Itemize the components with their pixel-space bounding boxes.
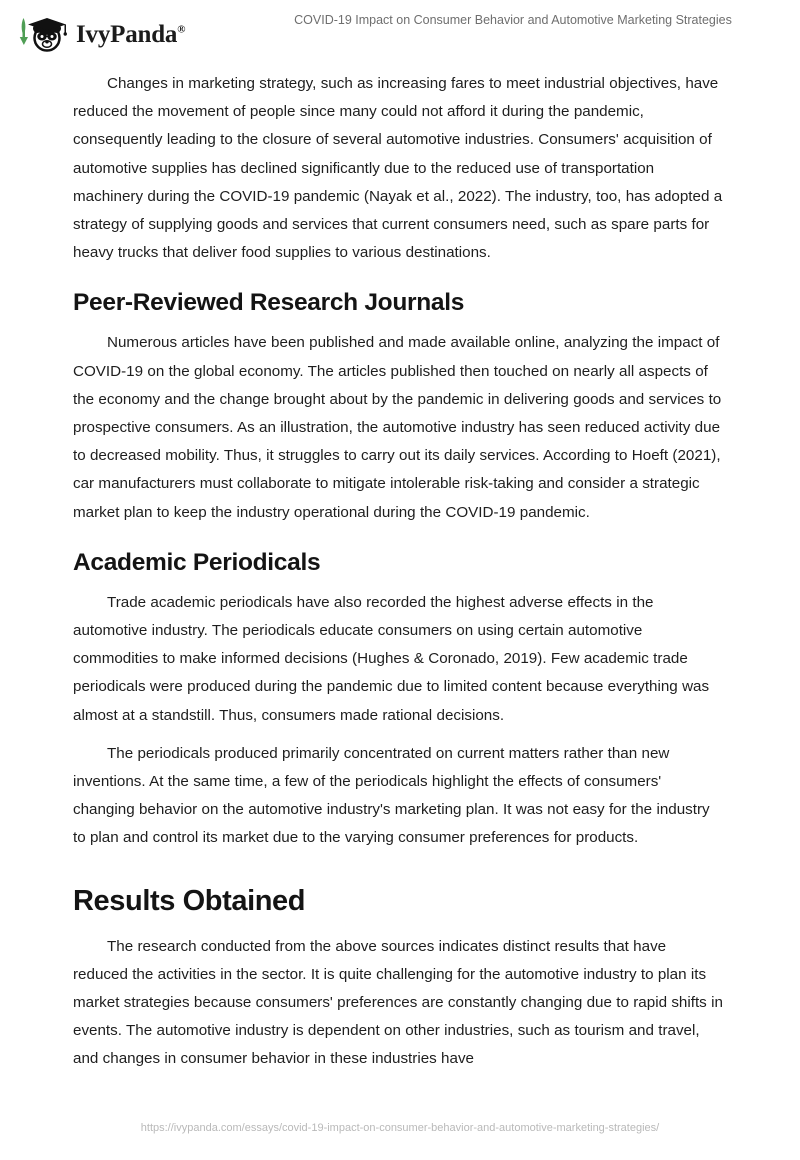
panda-graduation-cap-logo-icon <box>16 10 70 54</box>
page-footer <box>0 1118 800 1136</box>
registered-trademark-mark: ® <box>177 23 186 36</box>
paragraph-results-obtained: The research conducted from the above sources indicates distinct results that have reduced the activities in the sector. It is quite challenging for the automotive industry to plan its market strategies because consumers' preferences are constantly changing due to rapid shifts in events. The automotive industry is dependent on other industries, such as tourism and travel, and changes in consumer behavior in these industries have <box>73 937 723 1068</box>
heading-academic-periodicals: Academic Periodicals <box>73 548 321 576</box>
document-running-title: COVID-19 Impact on Consumer Behavior and Automotive Marketing Strategies <box>294 13 732 27</box>
paragraph-peer-reviewed: Numerous articles have been published and made available online, analyzing the impact of COVID-19 on the global economy. The articles published then touched on nearly all aspects of the economy and the change brought about by the pandemic in delivering goods and services to prospective consumers. As an illustration, the automotive industry has seen reduced activity due to decreased mobility. Thus, it struggles to carry out its daily services. According to Hoeft (2021), car manufacturers must collaborate to mitigate intolerable risk-taking and consider a strategic market plan to keep the industry operational during the COVID-19 pandemic. <box>73 334 722 521</box>
page-header <box>0 0 800 62</box>
paragraph-academic-periodicals-1: Trade academic periodicals have also recorded the highest adverse effects in the automotive industry. The periodicals educate consumers on using certain automotive commodities to make informed decisions (Hughes & Coronado, 2019). Few academic trade periodicals were produced during the pandemic due to limited content because everything was almost at a standstill. Thus, consumers made rational decisions. <box>73 593 710 724</box>
paragraph-marketing-strategy: Changes in marketing strategy, such as increasing fares to meet industrial objectives, have reduced the movement of people since many could not afford it during the pandemic, consequently leading to the closure of several automotive industries. Consumers' acquisition of automotive supplies has declined significantly due to the reduced use of transportation machinery during the COVID-19 pandemic (Nayak et al., 2022). The industry, too, has adopted a strategy of supplying goods and services that current consumers need, such as spare parts for heavy trucks that deliver food supplies to various destinations. <box>73 75 723 262</box>
source-url-link[interactable]: https://ivypanda.com/essays/covid-19-impact-on-consumer-behavior-and-automotive-marketing-strategies/ <box>140 1122 660 1134</box>
brand-name-text: IvyPanda <box>76 20 178 48</box>
paragraph-academic-periodicals-2: The periodicals produced primarily concentrated on current matters rather than new inventions. At the same time, a few of the periodicals highlight the effects of consumers' changing behavior on the automotive industry's marketing plan. It was not easy for the industry to plan and control its market due to the varying consumer preferences for products. <box>73 744 710 847</box>
document-body <box>73 70 723 1074</box>
brand-logo[interactable] <box>16 9 185 55</box>
heading-peer-reviewed-research-journals: Peer-Reviewed Research Journals <box>73 289 465 317</box>
heading-results-obtained: Results Obtained <box>73 884 306 917</box>
brand-name <box>76 22 185 47</box>
